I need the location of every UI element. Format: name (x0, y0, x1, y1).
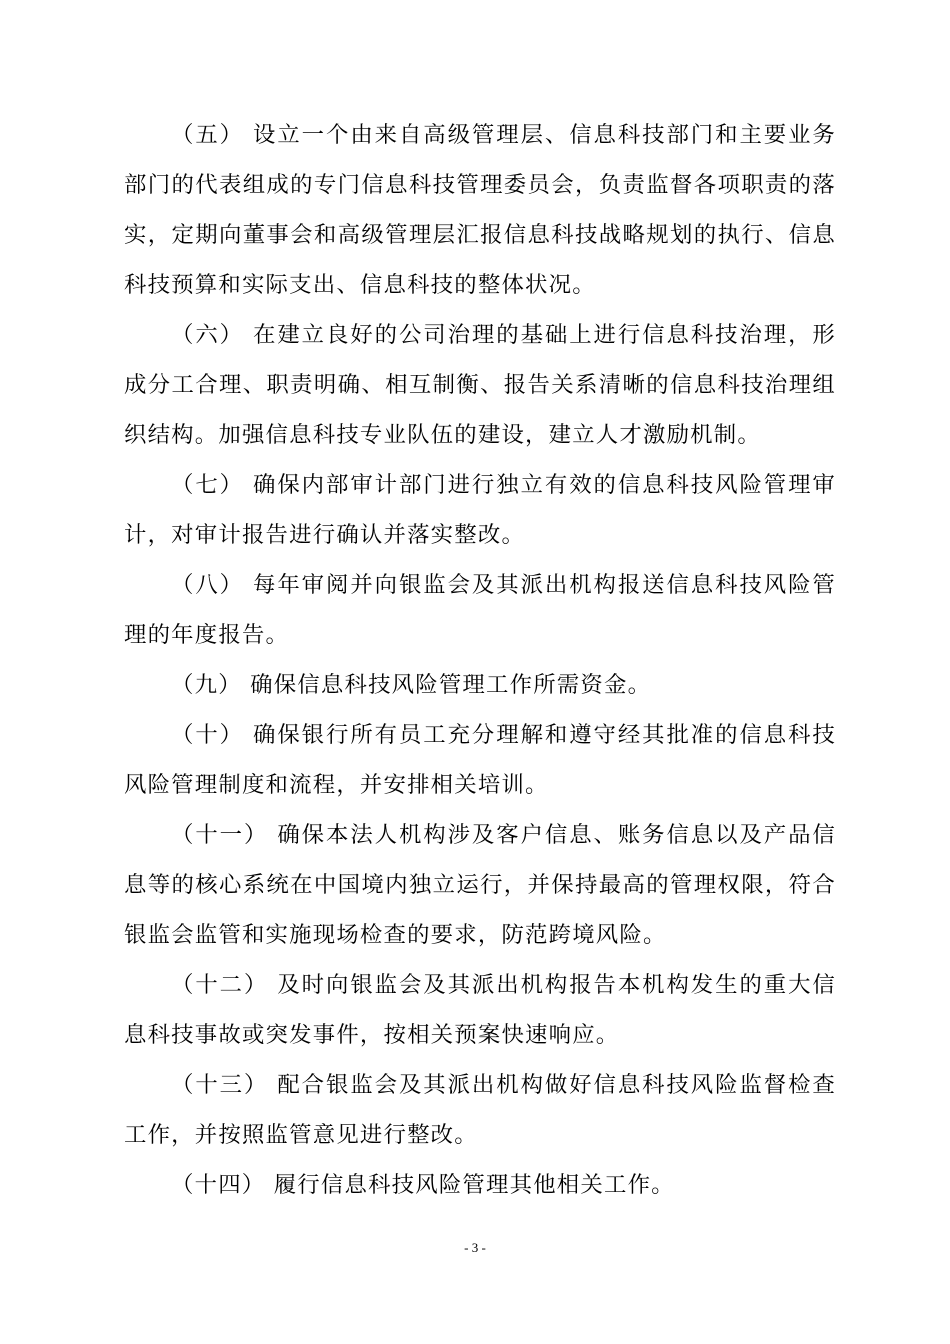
paragraph-item-10: （十） 确保银行所有员工充分理解和遵守经其批准的信息科技风险管理制度和流程，并安排相关培训。 (124, 722, 836, 798)
paragraph-item-11: （十一） 确保本法人机构涉及客户信息、账务信息以及产品信息等的核心系统在中国境内独立运行，并保持最高的管理权限，符合银监会监管和实施现场检查的要求，防范跨境风险。 (124, 822, 836, 948)
paragraph-item-9: （九） 确保信息科技风险管理工作所需资金。 (171, 672, 652, 698)
page-number: - 3 - (464, 1240, 486, 1255)
paragraph-item-13: （十三） 配合银监会及其派出机构做好信息科技风险监督检查工作，并按照监管意见进行整改。 (124, 1072, 836, 1148)
paragraph-item-14: （十四） 履行信息科技风险管理其他相关工作。 (171, 1172, 675, 1198)
paragraph-item-5: （五） 设立一个由来自高级管理层、信息科技部门和主要业务部门的代表组成的专门信息科技管理委员会，负责监督各项职责的落实，定期向董事会和高级管理层汇报信息科技战略规划的执行、信息科技预算和实际支出、信息科技的整体状况。 (124, 122, 836, 298)
paragraph-item-7: （七） 确保内部审计部门进行独立有效的信息科技风险管理审计，对审计报告进行确认并落实整改。 (124, 472, 836, 548)
paragraph-item-12: （十二） 及时向银监会及其派出机构报告本机构发生的重大信息科技事故或突发事件，按相关预案快速响应。 (124, 972, 836, 1048)
paragraph-item-8: （八） 每年审阅并向银监会及其派出机构报送信息科技风险管理的年度报告。 (124, 572, 836, 648)
paragraph-item-6: （六） 在建立良好的公司治理的基础上进行信息科技治理，形成分工合理、职责明确、相互制衡、报告关系清晰的信息科技治理组织结构。加强信息科技专业队伍的建设，建立人才激励机制。 (124, 322, 836, 448)
document-body (124, 110, 836, 1210)
